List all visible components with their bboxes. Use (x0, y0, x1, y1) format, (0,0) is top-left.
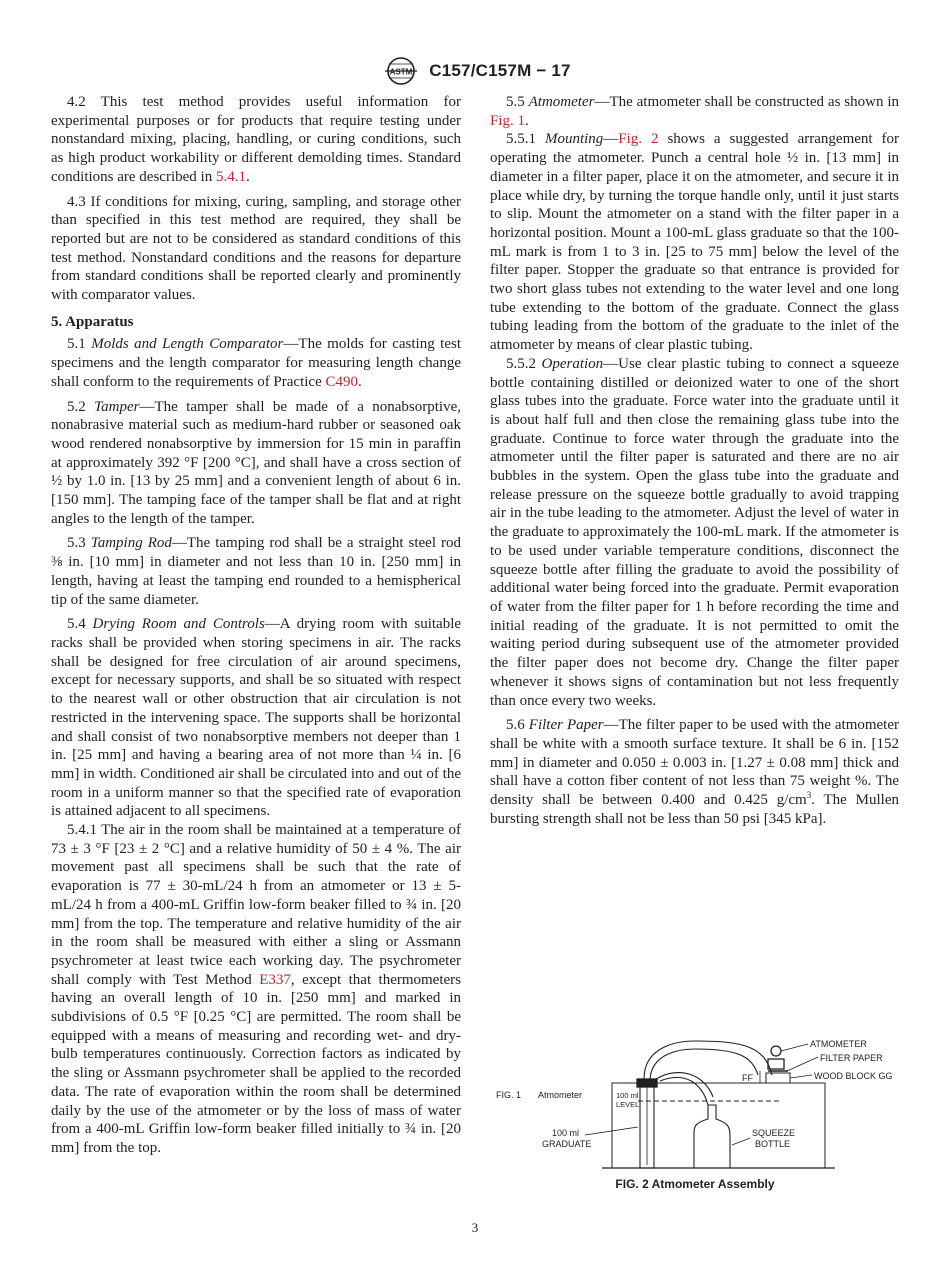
paragraph-5-5-2: 5.5.2 Operation—Use clear plastic tubing to connect a squeeze bottle containing distilled or deionized water to one of the short glass tubes into the graduate. Force water into the graduate until it is about half full and then close the remaining glass tube into the graduate. Continue to force water through the graduate into the atmometer until the filter paper is saturated and there are no air bubbles in the system. Open the glass tube into the graduate and release pressure on the squeeze bottle gradually to avoid trapping air in the tube leading to the atmometer. Adjust the level of water in the graduate to approximately the 100-mL mark. If the atmometer is to be used under variable temperature conditions, disconnect the squeeze bottle after filling the graduate to avoid the possibility of additional water being forced into the graduate. Permit evaporation of water from the filter paper for 1 h before recording the time and initial reading of the graduate. It is not permitted to omit the waiting period during subsequent use of the atmometer provided the filter paper does not become dry. Change the filter paper whenever it shows signs of contamination but not less frequently than once every two weeks. (490, 355, 900, 709)
label-squeeze-1: SQUEEZE (752, 1128, 796, 1138)
link-fig-1[interactable]: Fig. 1 (490, 112, 526, 129)
label-level-2: LEVEL (616, 1100, 640, 1109)
section-heading-apparatus: 5. Apparatus (51, 313, 134, 330)
label-graduate-2: GRADUATE (542, 1139, 592, 1149)
paragraph-5-4: 5.4 Drying Room and Controls—A drying room with suitable racks shall be provided when storing specimens in air. The racks shall be designed for free circulation of air around specimens, except for necessary supports, and shall be so situated with respect to the nearest wall or other obstruction that air circulation is not restricted in the intervening space. The supports shall be horizontal and shall consist of two nonabsorptive members not deeper than 1 in. [25 mm] and having a bearing area of not more than ¼ in. [6 mm] in width. Conditioned air shall be circulated into and out of the room in a uniform manner so that the specified rate of evaporation is attained adjacent to all specimens. (51, 616, 462, 820)
label-fig-1: FIG. 1 (496, 1090, 522, 1100)
paragraph-5-5: 5.5 Atmometer—The atmometer shall be constructed as shown in Fig. 1. (490, 94, 899, 129)
label-graduate-1: 100 ml (552, 1128, 580, 1138)
atmometer-body (768, 1059, 784, 1069)
label-ff: FF (742, 1073, 753, 1083)
label-atmometer: ATMOMETER (810, 1039, 867, 1049)
atmometer-knob (771, 1046, 781, 1056)
label-squeeze-2: BOTTLE (755, 1139, 791, 1149)
label-level-1: 100 ml (616, 1091, 639, 1100)
page-number: 3 (471, 1220, 479, 1235)
paragraph-5-6: 5.6 Filter Paper—The filter paper to be used with the atmometer shall be white with a smooth surface texture. It shall be 6 in. [152 mm] in diameter and 0.050 ± 0.003 in. [1.27 ± 0.08 mm] thick and shall have a cotton fiber content of not less than 75 weight %. The density shall be between 0.400 and 0.425 $g/cm^3$. The Mullen bursting strength shall not be less than 50 psi [345 kPa]. (490, 717, 900, 827)
atmometer-assembly-figure (490, 1035, 900, 1195)
label-wood-block: WOOD BLOCK GG (814, 1071, 893, 1081)
standard-code: C157/C157M − 17 (429, 61, 571, 80)
stand-box (612, 1083, 825, 1168)
paragraph-5-4-1: 5.4.1 The air in the room shall be maintained at a temperature of 73 ± 3 °F [23 ± 2 °C] and a relative humidity of 50 ± 4 %. The air movement past all specimens shall be such that the rate of evaporation is 77 ± 30-mL/24 h from an atmometer or 13 ± 5-mL/24 h from a 400-mL Griffin low-form beaker filled to ¾ in. [20 mm] from the top. The temperature and relative humidity of the air in the room shall be measured with either a sling or Assmann psychrometer at least twice each working day. The psychrometer shall comply with Test Method E337, except that thermometers having an overall length of 10 in. [250 mm] and marked in subdivisions of 0.5 °F [0.25 °C] are permitted. The room shall be equipped with a means of measuring and recording wet- and dry-bulb temperatures continuously. Correction factors as indicated by the sling or Assmann psychrometer shall be applied to the recorded data. The rate of evaporation within the room shall be determined daily by the use of the atmometer or by the loss of mass of water from a 400-mL Griffin low-form beaker filled initially to ¾ in. [20 mm] from the top. (51, 822, 461, 1156)
paragraph-5-2: 5.2 Tamper—The tamper shall be made of a nonabsorptive, nonabrasive material such as medium-hard rubber or seasoned oak wood rendered nonabsorptive by immersion for 15 min in paraffin at approximately 392 °F [200 °C], and shall have a cross section of ½ by 1.0 in. [13 by 25 mm] and a convenient length of about 6 in. [150 mm]. The tamping face of the tamper shall be flat and at right angles to the length of the tamper. (51, 398, 461, 527)
astm-logo-icon (379, 56, 423, 86)
squeeze-bottle (694, 1105, 730, 1168)
wood-block (766, 1073, 790, 1083)
right-column (490, 93, 899, 834)
link-5-4-1[interactable]: 5.4.1 (215, 168, 246, 185)
label-filter-paper: FILTER PAPER (820, 1053, 883, 1063)
paragraph-5-1: 5.1 Molds and Length Comparator—The molds for casting test specimens and the length comparator for measuring length change shall conform to the requirements of Practice C490. (51, 336, 461, 390)
figure-caption: FIG. 2 Atmometer Assembly (615, 1177, 775, 1191)
paragraph-4-2: 4.2 This test method provides useful information for experimental purposes or for products that require testing under nonstandard mixing, placing, handling, or curing conditions, such as high product workability or different demolding times. Standard conditions are described in 5.4.1. (51, 94, 461, 185)
page-header (0, 56, 950, 86)
link-fig-2[interactable]: Fig. 2 (618, 131, 659, 148)
paragraph-4-3: 4.3 If conditions for mixing, curing, sampling, and storage other than specified in this test method are required, they shall be reported but are not to be considered as standard conditions of this test method. Nonstandard conditions and the reasons for departure from standard conditions shall be reported clearly and prominently with comparator values. (51, 193, 461, 304)
left-column (51, 93, 461, 1164)
link-c490[interactable]: C490 (325, 373, 359, 390)
label-fig-1-atmometer: Atmometer (538, 1090, 583, 1100)
link-e337[interactable]: E337 (259, 971, 291, 988)
svg-text:ASTM: ASTM (389, 67, 413, 77)
paragraph-5-5-1: 5.5.1 Mounting—Fig. 2 shows a suggested arrangement for operating the atmometer. Punch a central hole ½ in. [13 mm] in diameter in a filter paper, place it on the atmometer, and secure it in place while dry, by turning the torque handle only, until it just starts to slip. Mount the atmometer on a stand with the filter paper in a horizontal position. Mount a 100-mL glass graduate so that the 100-mL mark is from 1 to 3 in. [25 to 75 mm] below the level of the filter paper. Stopper the graduate so that entrance is provided for two short glass tubes not extending to the water level and one long tube extending to the bottom of the graduate. Connect the glass tubing leading from the bottom of the graduate to the inlet of the atmometer by means of clear plastic tubing. (490, 131, 900, 354)
paragraph-5-3: 5.3 Tamping Rod—The tamping rod shall be a straight steel rod ⅜ in. [10 mm] in diameter and not less than 10 in. [250 mm] in length, having at least the tamping end rounded to a hemispherical tip of the same diameter. (51, 535, 461, 608)
